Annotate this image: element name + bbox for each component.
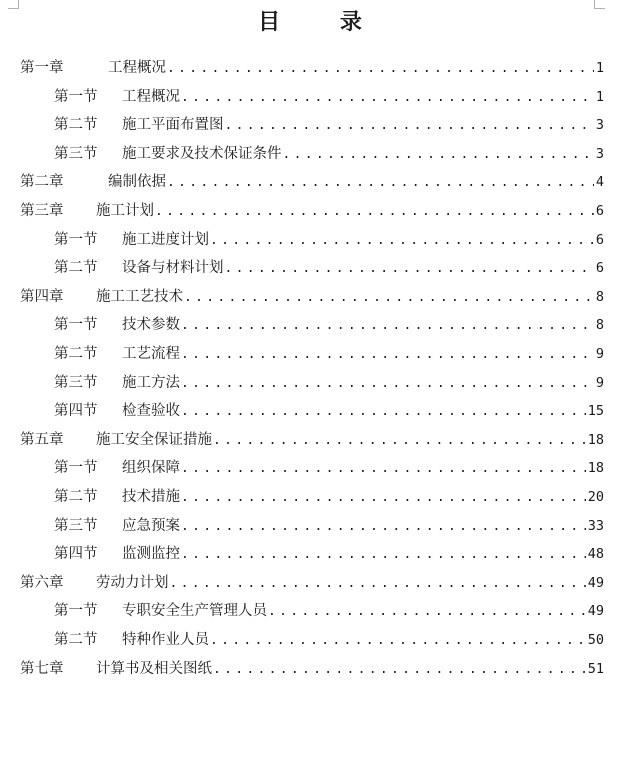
- dot-leader: [209, 227, 594, 256]
- chapter-title: 施工工艺技术: [96, 288, 183, 305]
- dot-leader: [169, 570, 586, 599]
- section-number: 第四节: [54, 403, 98, 420]
- dot-leader: [183, 284, 594, 313]
- page-number: 49: [587, 603, 604, 620]
- chapter-title: 劳动力计划: [96, 574, 169, 591]
- toc-section-entry[interactable]: [54, 626, 604, 655]
- page-number: 51: [587, 660, 604, 677]
- section-title: 工程概况: [122, 88, 180, 105]
- section-title: 应急预案: [122, 517, 180, 534]
- page-number: 4: [595, 174, 604, 191]
- dot-leader: [224, 255, 594, 284]
- dot-leader: [212, 427, 586, 456]
- dot-leader: [224, 112, 594, 141]
- toc-section-entry[interactable]: [54, 540, 604, 569]
- chapter-title: 编制依据: [108, 174, 166, 191]
- section-title: 特种作业人员: [122, 632, 209, 648]
- toc-section-entry[interactable]: [54, 140, 604, 169]
- page-number: 48: [587, 546, 604, 563]
- section-number: 第一节: [54, 460, 98, 477]
- dot-leader: [180, 455, 586, 484]
- chapter-title: 施工计划: [96, 203, 154, 219]
- section-number: 第三节: [54, 517, 98, 534]
- toc-section-entry[interactable]: [54, 83, 604, 112]
- page-number: 8: [595, 288, 604, 305]
- dot-leader: [180, 398, 586, 427]
- toc-section-entry[interactable]: [54, 512, 604, 541]
- chapter-title: 工程概况: [108, 60, 166, 76]
- toc-section-entry[interactable]: [54, 226, 604, 255]
- section-title: 技术措施: [122, 489, 180, 505]
- chapter-title: 计算书及相关图纸: [96, 660, 212, 677]
- section-number: 第二节: [54, 632, 98, 648]
- page-number: 20: [587, 489, 604, 505]
- page-number: 8: [595, 317, 604, 334]
- dot-leader: [180, 513, 586, 542]
- page-number: 18: [587, 431, 604, 448]
- page-number: 9: [595, 374, 604, 391]
- dot-leader: [267, 598, 586, 627]
- section-title: 技术参数: [122, 317, 180, 334]
- toc-chapter-entry[interactable]: [20, 54, 604, 83]
- section-title: 设备与材料计划: [122, 260, 224, 277]
- page-number: 49: [587, 574, 604, 591]
- page-number: 3: [595, 145, 604, 162]
- dot-leader: [180, 341, 594, 370]
- dot-leader: [180, 370, 594, 399]
- section-number: 第一节: [54, 603, 98, 620]
- section-number: 第四节: [54, 546, 98, 563]
- page-number: 1: [595, 60, 604, 76]
- chapter-number: 第七章: [20, 660, 64, 677]
- chapter-number: 第六章: [20, 574, 64, 591]
- dot-leader: [166, 169, 594, 198]
- section-number: 第一节: [54, 88, 98, 105]
- section-title: 监测监控: [122, 546, 180, 563]
- section-title: 施工方法: [122, 374, 180, 391]
- dot-leader: [180, 312, 594, 341]
- dot-leader: [209, 627, 586, 656]
- section-title: 施工平面布置图: [122, 117, 224, 134]
- toc-section-entry[interactable]: [54, 397, 604, 426]
- page-number: 6: [595, 260, 604, 277]
- toc-chapter-entry[interactable]: [20, 283, 604, 312]
- dot-leader: [212, 656, 586, 685]
- chapter-number: 第二章: [20, 174, 64, 191]
- page-number: 15: [587, 403, 604, 420]
- toc-section-entry[interactable]: [54, 111, 604, 140]
- page-number: 6: [595, 203, 604, 219]
- section-number: 第二节: [54, 489, 98, 505]
- toc-section-entry[interactable]: [54, 254, 604, 283]
- dot-leader: [282, 141, 594, 170]
- section-number: 第三节: [54, 145, 98, 162]
- chapter-number: 第四章: [20, 288, 64, 305]
- dot-leader: [180, 541, 586, 570]
- section-number: 第三节: [54, 374, 98, 391]
- section-title: 施工进度计划: [122, 231, 209, 248]
- page-number: 3: [595, 117, 604, 134]
- toc-chapter-entry[interactable]: [20, 655, 604, 684]
- chapter-number: 第五章: [20, 431, 64, 448]
- chapter-title: 施工安全保证措施: [96, 431, 212, 448]
- toc-section-entry[interactable]: [54, 311, 604, 340]
- toc-section-entry[interactable]: [54, 483, 604, 512]
- toc-chapter-entry[interactable]: [20, 197, 604, 226]
- section-number: 第二节: [54, 260, 98, 277]
- page-number: 6: [595, 231, 604, 248]
- chapter-number: 第一章: [20, 60, 64, 76]
- dot-leader: [180, 484, 586, 513]
- chapter-number: 第三章: [20, 203, 64, 219]
- section-number: 第一节: [54, 231, 98, 248]
- page-number: 33: [587, 517, 604, 534]
- section-title: 工艺流程: [122, 346, 180, 362]
- section-number: 第二节: [54, 117, 98, 134]
- toc-section-entry[interactable]: [54, 597, 604, 626]
- page-number: 18: [587, 460, 604, 477]
- section-title: 施工要求及技术保证条件: [122, 145, 282, 162]
- page-number: 1: [595, 88, 604, 105]
- dot-leader: [166, 55, 594, 84]
- toc-chapter-entry[interactable]: [20, 426, 604, 455]
- section-title: 检查验收: [122, 403, 180, 420]
- section-number: 第一节: [54, 317, 98, 334]
- toc-chapter-entry[interactable]: [20, 569, 604, 598]
- toc-title: 目 录: [258, 10, 388, 35]
- toc-list: [0, 54, 631, 704]
- page-number: 9: [595, 346, 604, 362]
- toc-section-entry[interactable]: [54, 340, 604, 369]
- dot-leader: [154, 198, 594, 227]
- section-number: 第二节: [54, 346, 98, 362]
- toc-section-entry[interactable]: [54, 454, 604, 483]
- section-title: 组织保障: [122, 460, 180, 477]
- page-number: 50: [587, 632, 604, 648]
- section-title: 专职安全生产管理人员: [122, 603, 267, 620]
- toc-chapter-entry[interactable]: [20, 168, 604, 197]
- dot-leader: [180, 84, 594, 113]
- toc-section-entry[interactable]: [54, 369, 604, 398]
